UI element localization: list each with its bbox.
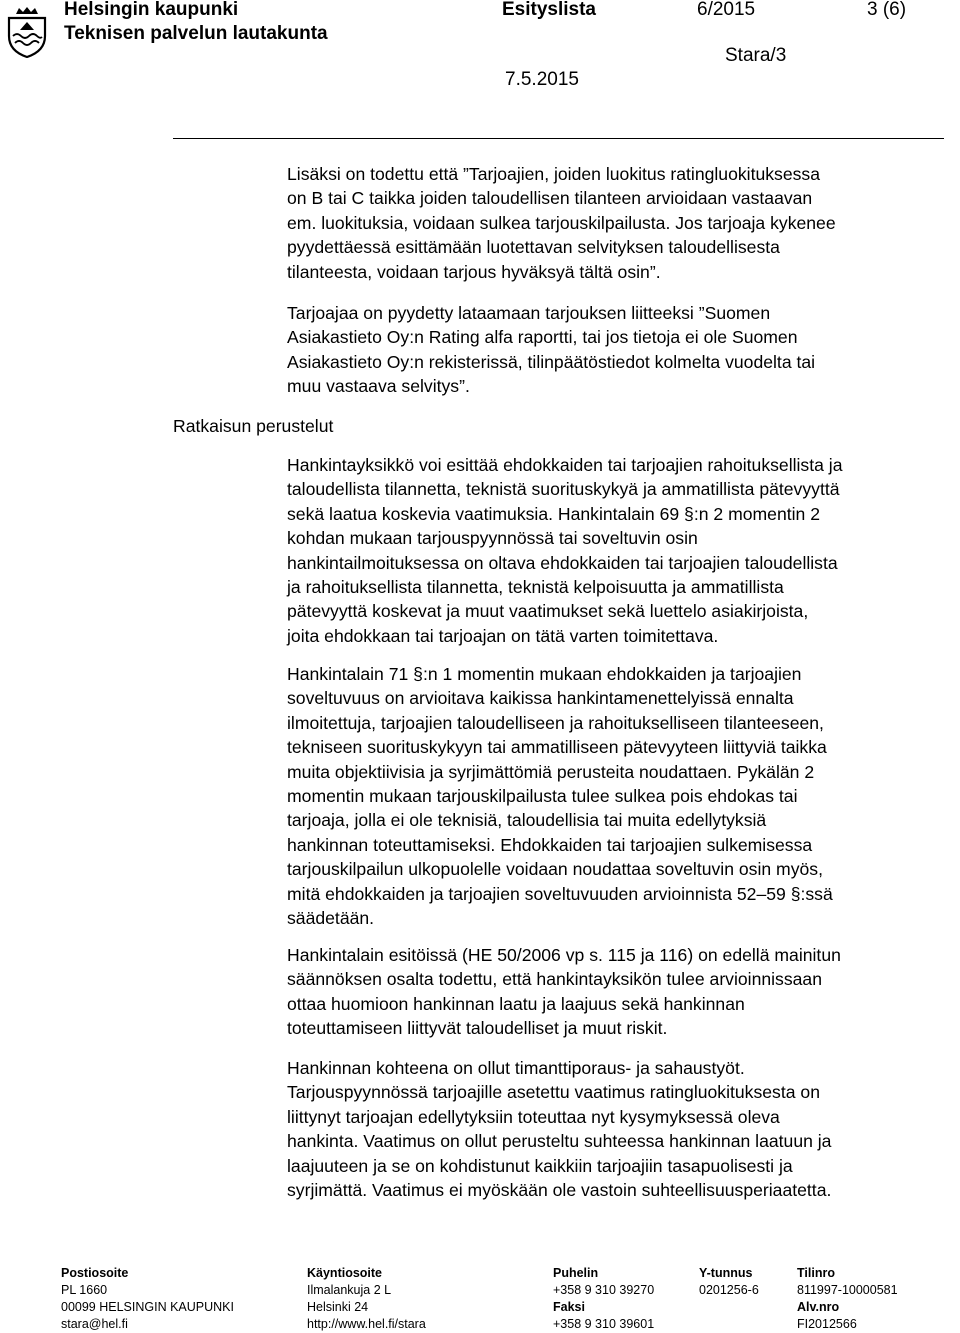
paragraph-requirements (287, 453, 842, 648)
board-name: Teknisen palvelun lautakunta (64, 23, 328, 44)
text-line: Hankintalain 71 §:n 1 momentin mukaan ehdokkaiden ja tarjoajien (287, 664, 802, 684)
footer-text: 00099 HELSINGIN KAUPUNKI (61, 1300, 234, 1314)
text-line: pyydettäessä esittämään luotettavan selvityksen taloudellisesta (287, 237, 780, 258)
helsinki-crest-logo (6, 6, 48, 58)
footer-business-id (699, 1265, 759, 1299)
document-type: Esityslista (502, 0, 596, 20)
text-line: Tarjouspyynnössä tarjoajille asetettu vaatimus ratingluokituksesta on (287, 1082, 820, 1103)
footer-heading: Faksi (553, 1300, 585, 1314)
footer-website: http://www.hel.fi/stara (307, 1317, 426, 1331)
footer-heading: Tilinro (797, 1266, 835, 1280)
page-number: 3 (6) (867, 0, 907, 20)
text-line: tekniseen suorituskykyyn tai ammatilliseen pätevyyteen liittyviä taikka (287, 737, 827, 758)
text-line: tarjouskilpailun ulkopuolelle voidaan noudattaa soveltuvin osin myös, (287, 859, 823, 880)
text-line: momentin mukaan tarjouskilpailusta tulee sulkea pois ehdokas tai (287, 786, 798, 807)
text-line: Asiakastieto Oy:n Rating alfa raportti, tai jos tietoja ei ole Suomen (287, 327, 798, 348)
footer-heading: Käyntiosoite (307, 1266, 383, 1280)
text-line: taloudellista tilannetta, teknistä suorituskykyä ja ammatillista pätevyyttä (287, 479, 840, 500)
text-line: laajuuteen ja se on kohdistunut kaikkiin tarjoajiin tasapuolisesti ja (287, 1155, 793, 1176)
paragraph-preparatory-works (287, 943, 841, 1041)
paragraph-suitability (287, 662, 833, 930)
footer-heading: Postiosoite (61, 1266, 129, 1280)
text-line: tilanteesta, voidaan tarjous hyväksyä tältä osin”. (287, 261, 661, 282)
footer-account (797, 1265, 898, 1333)
text-line: em. luokituksia, voidaan sulkea tarjouskilpailusta. Jos tarjoaja kykenee (287, 212, 836, 233)
text-line: säännöksen osalta todettu, että hankintayksikön tulee arvioinnissaan (287, 969, 823, 990)
footer-heading: Alv.nro (797, 1300, 840, 1314)
footer-text: Helsinki 24 (307, 1300, 369, 1314)
paragraph-rating-report (287, 301, 815, 399)
text-line: hankinnan toteuttamiseksi. Ehdokkaiden tai tarjoajien sulkemisessa (287, 834, 813, 855)
text-line: Lisäksi on todettu että ”Tarjoajien, joiden luokitus ratingluokituksessa (287, 164, 821, 184)
footer-heading: Y-tunnus (699, 1266, 753, 1280)
text-line: soveltuvuus on arvioitava kaikissa hankintamenettelyissä ennalta (287, 688, 794, 709)
footer-phone (553, 1265, 654, 1333)
footer-email: stara@hel.fi (61, 1317, 128, 1331)
text-line: Hankinnan kohteena on ollut timanttiporaus- ja sahaustyöt. (287, 1058, 745, 1078)
text-line: sekä laatua koskevia vaatimuksia. Hankintalain 69 §:n 2 momentin 2 (287, 503, 820, 524)
text-line: Hankintayksikkö voi esittää ehdokkaiden tai tarjoajien rahoituksellista ja (287, 455, 843, 475)
text-line: ottaa huomioon hankinnan laatu ja laajuus sekä hankinnan (287, 993, 745, 1014)
text-line: pätevyyttä koskevat ja muut vaatimukset sekä luettelo asiakirjoista, (287, 601, 809, 622)
text-line: ilmoitettuja, tarjoajien taloudelliseen ja rahoitukselliseen tilanteeseen, (287, 712, 824, 733)
footer-visiting-address (307, 1265, 426, 1333)
text-line: joita ehdokkaan tai tarjoajan on tätä varten toimitettava. (287, 625, 719, 646)
text-line: kohdan mukaan tarjouspyynnössä tai soveltuvin osin (287, 528, 698, 549)
text-line: hankinta. Vaatimus on ollut perusteltu suhteessa hankinnan laatuun ja (287, 1131, 832, 1152)
paragraph-procurement-subject (287, 1056, 831, 1202)
org-name: Helsingin kaupunki (64, 0, 239, 20)
case-reference: Stara/3 (725, 45, 787, 66)
footer-text: PL 1660 (61, 1283, 108, 1297)
text-line: Hankintalain esitöissä (HE 50/2006 vp s. 115 ja 116) on edellä mainitun (287, 945, 841, 965)
footer-postal-address (61, 1265, 234, 1333)
text-line: säädetään. (287, 908, 375, 929)
text-line: muita objektiivisia ja syrjimättömiä perusteita noudattaen. Pykälän 2 (287, 761, 815, 782)
document-date: 7.5.2015 (505, 69, 579, 90)
text-line: toteuttamiseen liittyvät taloudelliset ja muut riskit. (287, 1018, 668, 1039)
document-number: 6/2015 (697, 0, 756, 20)
section-label: Ratkaisun perustelut (173, 416, 334, 436)
text-line: tarjoaja, jolla ei ole teknisiä, taloudellisia tai muita edellytyksiä (287, 810, 767, 831)
text-line: on B tai C taikka joiden taloudellisen tilanteen arvioidaan vastaavan (287, 188, 813, 209)
text-line: muu vastaava selvitys”. (287, 376, 470, 397)
text-line: syrjimättä. Vaatimus ei myöskään ole vastoin suhteellisuusperiaatetta. (287, 1180, 832, 1201)
footer-text: FI2012566 (797, 1317, 857, 1331)
footer-text: Ilmalankuja 2 L (307, 1283, 392, 1297)
footer-heading: Puhelin (553, 1266, 599, 1280)
footer-text: +358 9 310 39601 (553, 1317, 655, 1331)
text-line: hankintailmoituksessa on oltava ehdokkaiden tai tarjoajien taloudellista (287, 552, 838, 573)
text-line: Asiakastieto Oy:n rekisterissä, tilinpäätöstiedot kolmelta vuodelta tai (287, 351, 816, 372)
footer-text: 0201256-6 (699, 1283, 759, 1297)
footer-text: +358 9 310 39270 (553, 1283, 655, 1297)
text-line: liittynyt tarjoajan edellytyksiin toteuttaa nyt kysymyksessä oleva (287, 1106, 780, 1127)
footer-text: 811997-10000581 (797, 1283, 898, 1297)
text-line: ja rahoituksellista tilannetta, teknistä kelpoisuutta ja ammatillista (287, 577, 784, 598)
header-divider (173, 138, 944, 139)
text-line: Tarjoajaa on pyydetty lataamaan tarjouksen liitteeksi ”Suomen (287, 303, 771, 323)
text-line: mitä ehdokkaiden ja tarjoajien soveltuvuuden arvioinnista 52–59 §:ssä (287, 883, 833, 904)
paragraph-rating-exclusion (287, 162, 836, 284)
